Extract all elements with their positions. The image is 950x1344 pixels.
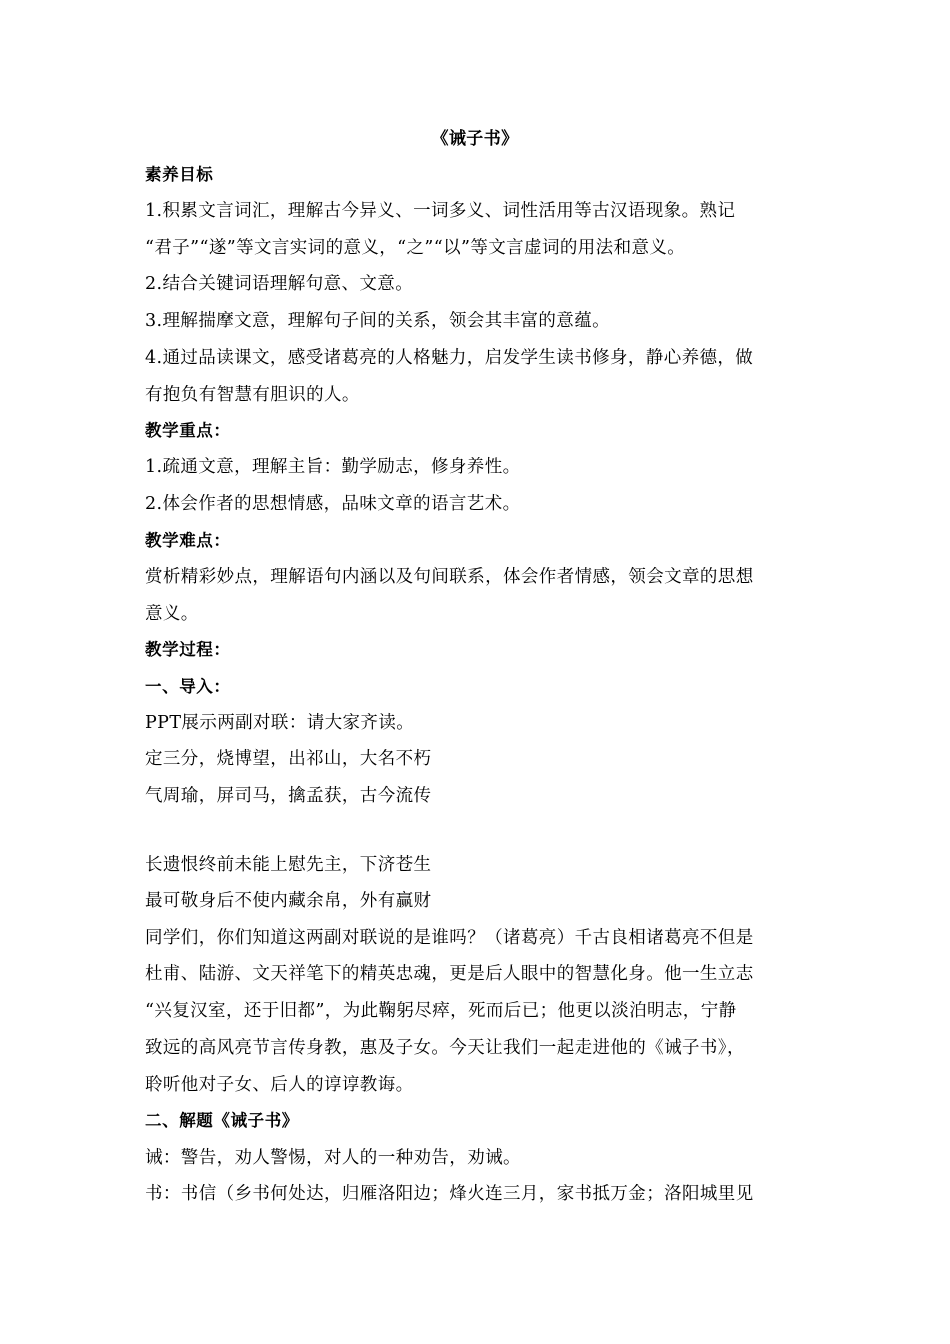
paragraph-line: 有抱负有智慧有胆识的人。: [145, 385, 360, 405]
section-heading-key-points: 教学重点：: [145, 421, 231, 440]
paragraph-line: 意义。: [145, 604, 199, 624]
paragraph-line: PPT展示两副对联：请大家齐读。: [145, 713, 415, 733]
paragraph-line: 书：书信（乡书何处达，归雁洛阳边；烽火连三月，家书抵万金；洛阳城里见: [145, 1184, 754, 1204]
couplet-line: 长遗恨终前未能上慰先主，下济苍生: [145, 855, 432, 875]
section-heading-intro: 一、导入：: [145, 677, 231, 696]
paragraph-line: 诫：警告，劝人警惕，对人的一种劝告，劝诫。: [145, 1148, 521, 1168]
section-heading-literacy-goals: 素养目标: [145, 165, 214, 184]
paragraph-line: “兴复汉室，还于旧都”，为此鞠躬尽瘁，死而后已；他更以淡泊明志，宁静: [145, 1001, 737, 1021]
couplet-line: 最可敬身后不使内藏余帛，外有赢财: [145, 891, 432, 911]
couplet-line: 定三分，烧博望，出祁山，大名不朽: [145, 749, 432, 769]
paragraph-line: 聆听他对子女、后人的谆谆教诲。: [145, 1075, 414, 1095]
paragraph-line: 1.积累文言词汇，理解古今异义、一词多义、词性活用等古汉语现象。熟记: [145, 201, 736, 221]
paragraph-line: “君子”“遂”等文言实词的意义，“之”“以”等文言虚词的用法和意义。: [145, 238, 686, 258]
paragraph-line: 4.通过品读课文，感受诸葛亮的人格魅力，启发学生读书修身，静心养德，做: [145, 348, 754, 368]
paragraph-line: 杜甫、陆游、文天祥笔下的精英忠魂，更是后人眼中的智慧化身。他一生立志: [145, 964, 754, 984]
section-heading-process: 教学过程：: [145, 640, 231, 659]
couplet-line: 气周瑜，屏司马，擒孟获，古今流传: [145, 786, 432, 806]
document-title: 《诫子书》: [431, 129, 519, 149]
paragraph-line: 2.体会作者的思想情感，品味文章的语言艺术。: [145, 494, 521, 514]
paragraph-line: 2.结合关键词语理解句意、文意。: [145, 274, 414, 294]
section-heading-difficulties: 教学难点：: [145, 531, 231, 550]
section-heading-title-explanation: 二、解题《诫子书》: [145, 1111, 299, 1130]
paragraph-line: 1.疏通文意，理解主旨：勤学励志，修身养性。: [145, 457, 521, 477]
paragraph-line: 同学们，你们知道这两副对联说的是谁吗？（诸葛亮）千古良相诸葛亮不但是: [145, 928, 754, 948]
paragraph-line: 致远的高风亮节言传身教，惠及子女。今天让我们一起走进他的《诫子书》，: [145, 1038, 745, 1058]
paragraph-line: 3.理解揣摩文意，理解句子间的关系，领会其丰富的意蕴。: [145, 311, 610, 331]
paragraph-line: 赏析精彩妙点，理解语句内涵以及句间联系，体会作者情感，领会文章的思想: [145, 567, 754, 587]
